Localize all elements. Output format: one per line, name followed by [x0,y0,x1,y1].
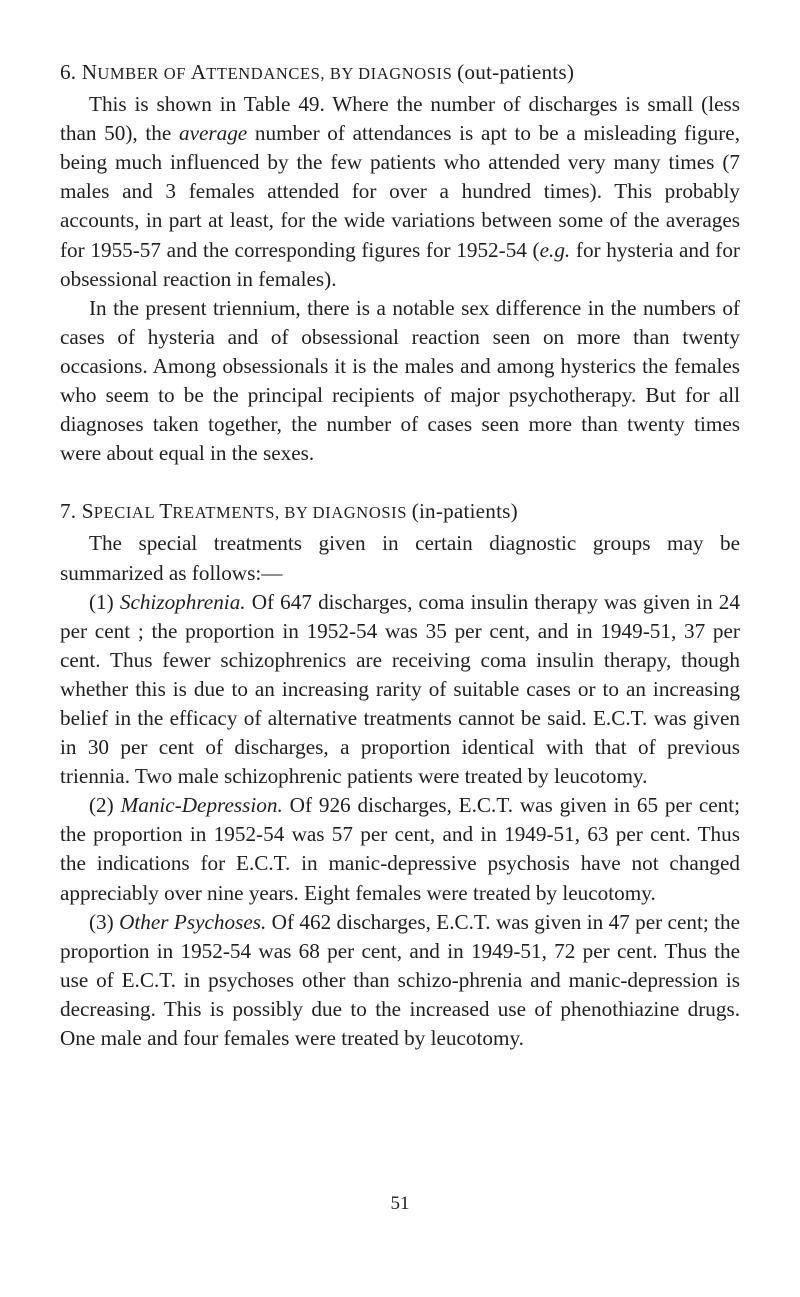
section-6 [60,58,740,468]
section-7-intro: The special treatments given in certain diagnostic groups may be summarized as follows:— [60,531,740,585]
section-7-number: 7. [60,499,77,524]
treatment-item-manic-depression: (2) Manic-Depression. Of 926 discharges, E.C.T. was given in 65 per cent; the proportion in 1952-54 was 57 per cent, and in 1949-51, 63 per cent. Thus the indications for E.C.T. in manic-depressive psychosis have not changed appreciably over nine years. Eight females were treated by leucotomy. [60,793,741,905]
document-page [60,58,740,1082]
section-6-heading: 6. NUMBER OF ATTENDANCES, BY DIAGNOSIS (out-patients) [60,60,575,84]
section-6-paragraph-1: This is shown in Table 49. Where the number of discharges is small (less than 50), the average number of attendances is apt to be a misleading figure, being much influenced by the few patients who attended very many times (7 males and 3 females attended for over a hundred times). This probably accounts, in part at least, for the wide variations between some of the averages for 1955-57 and the corresponding figures for 1952-54 (e.g. for hysteria and for obsessional reaction in females). [60,92,741,291]
section-7-heading: 7. SPECIAL TREATMENTS, BY DIAGNOSIS (in-patients) [60,499,518,524]
treatment-item-other-psychoses: (3) Other Psychoses. Of 462 discharges, E.C.T. was given in 47 per cent; the proportion in 1952-54 was 68 per cent, and in 1949-51, 72 per cent. Thus the use of E.C.T. in psychoses other than schizo-phrenia and manic-depression is decreasing. This is possibly due to the increased use of phenothiazine drugs. One male and four females were treated by leucotomy. [60,909,740,1050]
section-6-paragraph-2: In the present triennium, there is a notable sex difference in the numbers of cases of hysteria and of obsessional reaction seen on more than twenty occasions. Among obsessionals it is the males and among hysterics the females who seem to be the principal recipients of major psychotherapy. But for all diagnoses taken together, the number of cases seen more than twenty times were about equal in the sexes. [60,295,740,466]
section-7 [60,497,740,1053]
treatment-item-schizophrenia: (1) Schizophrenia. Of 647 discharges, coma insulin therapy was given in 24 per cent ; the proportion in 1952-54 was 35 per cent, and in 1949-51, 37 per cent. Thus fewer schizophrenics are receiving coma insulin therapy, though whether this is due to an increasing rarity of suitable cases or to an increasing belief in the efficacy of alternative treatments cannot be said. E.C.T. was given in 30 per cent of discharges, a proportion identical with that of previous triennia. Two male schizophrenic patients were treated by leucotomy. [60,589,740,789]
page-number: 51 [390,1193,410,1214]
section-6-number: 6. [60,60,77,84]
